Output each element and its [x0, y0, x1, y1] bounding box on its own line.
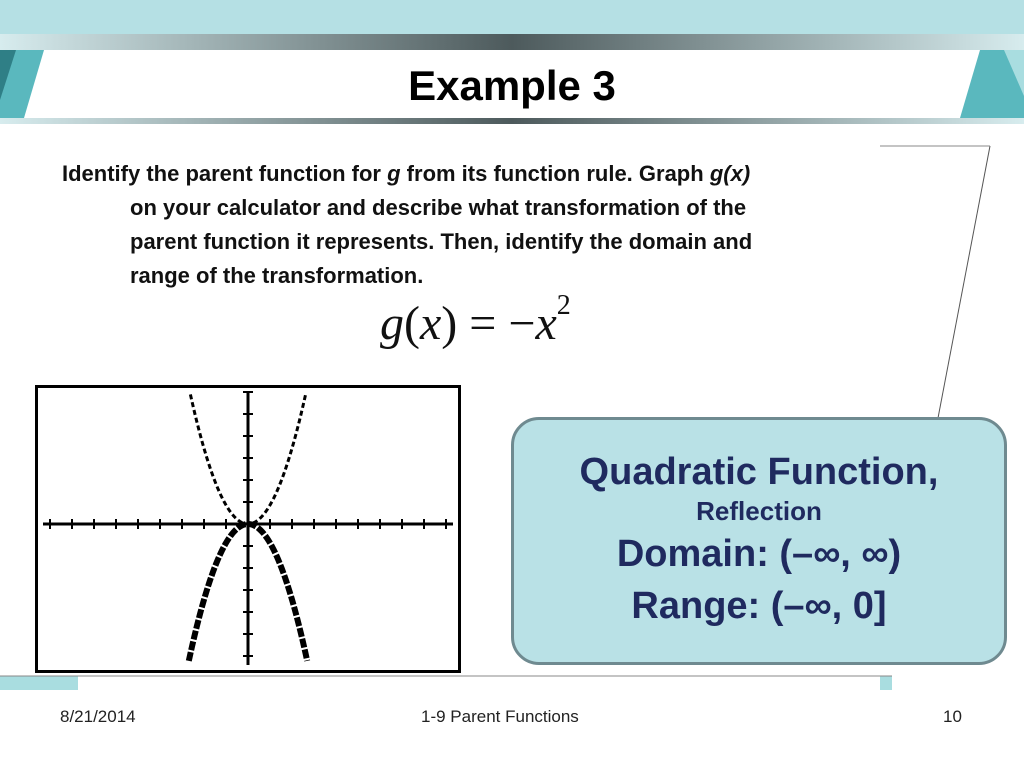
eq-x2: x: [535, 297, 557, 350]
problem-part-2: from its function rule. Graph: [400, 161, 710, 186]
slide-title: Example 3: [408, 62, 616, 109]
eq-exponent: 2: [556, 290, 571, 321]
problem-line-2: on your calculator and describe what transformation of the: [130, 195, 747, 220]
footer-date: 8/21/2014: [60, 707, 136, 726]
problem-gx: g(x): [709, 161, 751, 186]
calculator-graph: [35, 385, 461, 673]
problem-text: [62, 157, 962, 293]
eq-g: g: [380, 297, 404, 350]
answer-range: Range: (–∞, 0]: [631, 585, 887, 627]
function-equation: [380, 290, 571, 366]
eq-lparen: (: [404, 297, 420, 350]
footer-page-number: 10: [943, 707, 962, 726]
eq-minus: −: [508, 297, 536, 350]
problem-part-1: Identify the parent function for: [62, 161, 388, 186]
problem-g: g: [387, 161, 401, 186]
footer-title: 1-9 Parent Functions: [421, 707, 579, 726]
problem-line-3: parent function it represents. Then, identify the domain and: [130, 229, 753, 254]
problem-line-1: [62, 157, 962, 191]
problem-line-4: range of the transformation.: [130, 263, 424, 288]
eq-equals: =: [457, 297, 509, 350]
answer-subtitle: Reflection: [696, 496, 822, 526]
answer-box: [511, 417, 1007, 665]
eq-x: x: [419, 297, 442, 350]
answer-title: Quadratic Function,: [579, 451, 939, 493]
eq-rparen: ): [441, 297, 458, 350]
answer-domain: Domain: (–∞, ∞): [616, 533, 902, 575]
